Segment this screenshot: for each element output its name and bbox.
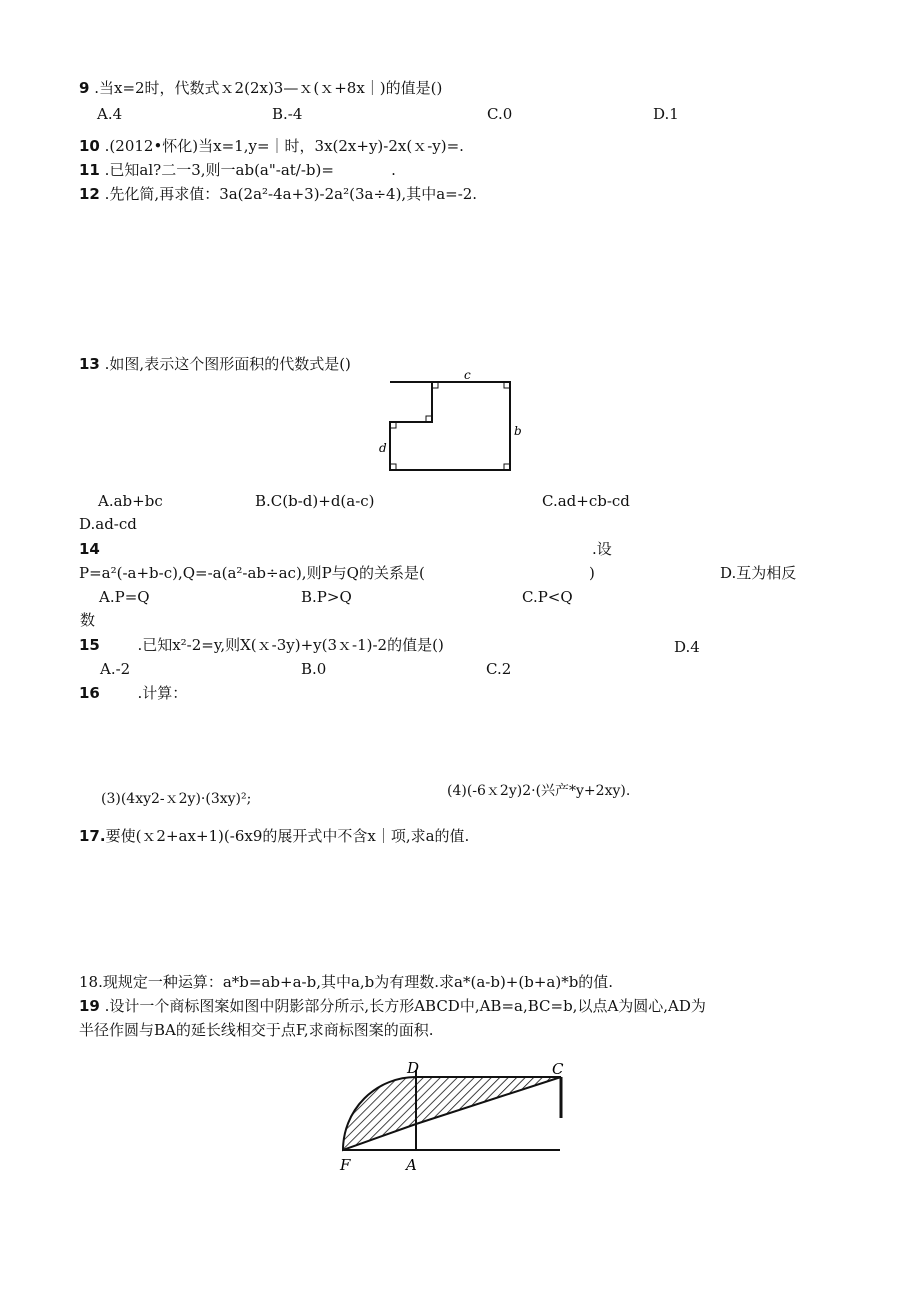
question-text: P=a²(-a+b-c),Q=-a(a²-ab÷ac),则P与Q的关系是( xyxy=(79,564,425,582)
option-a: A.P=Q xyxy=(99,588,150,606)
label-f: F xyxy=(340,1156,351,1174)
question-text: .先化简,再求值：3a(2a²-4a+3)-2a²(3a÷4),其中a=-2. xyxy=(104,185,478,203)
label-b: b xyxy=(514,424,522,438)
option-b: B.0 xyxy=(301,660,327,678)
option-d: D.1 xyxy=(653,105,679,123)
question-11 xyxy=(79,160,396,180)
question-number: 16 xyxy=(79,684,100,702)
paren-close: ) xyxy=(589,564,595,582)
question-10 xyxy=(79,136,464,156)
figure-outline xyxy=(390,382,510,470)
question-16 xyxy=(79,683,187,703)
question-number: 11 xyxy=(79,161,100,179)
label-d: d xyxy=(379,441,387,455)
option-d: D.互为相反 xyxy=(720,564,797,582)
option-c: C.0 xyxy=(487,105,513,123)
question-number: 13 xyxy=(79,355,100,373)
option-c: C.ad+cb-cd xyxy=(542,492,630,510)
option-b: B.-4 xyxy=(272,105,303,123)
part-3: (3)(4xy2-ｘ2y)·(3xy)²; xyxy=(101,791,252,807)
question-number: 14 xyxy=(79,540,100,558)
option-b: B.C(b-d)+d(a-c) xyxy=(255,492,375,510)
option-a: A.4 xyxy=(97,105,123,123)
question-text: .已知x²-2=y,则X(ｘ-3y)+y(3ｘ-1)-2的值是() xyxy=(137,636,444,654)
question-text: .计算： xyxy=(137,684,188,702)
question-number: 12 xyxy=(79,185,100,203)
question-number: 19 xyxy=(79,997,100,1015)
right-angle-marks xyxy=(390,382,510,470)
shaded-region xyxy=(343,1077,561,1150)
question-number: 17. xyxy=(79,827,106,845)
question-13 xyxy=(79,354,351,374)
label-c: c xyxy=(464,368,471,382)
option-b: B.P>Q xyxy=(301,588,352,606)
option-c: C.2 xyxy=(486,660,512,678)
question-text: .设计一个商标图案如图中阴影部分所示,长方形ABCD中,AB=a,BC=b,以点A为圆心,AD为 xyxy=(104,997,706,1015)
question-text: .已知al?二一3,则一ab(a"-at/-b)= . xyxy=(104,161,396,179)
figure-logo xyxy=(330,1060,580,1180)
question-text: .如图,表示这个图形面积的代数式是() xyxy=(104,355,351,373)
option-a: A.ab+bc xyxy=(98,492,163,510)
question-19-line2: 半径作圆与BA的延长线相交于点F,求商标图案的面积. xyxy=(79,1021,434,1039)
option-d: D.4 xyxy=(674,638,700,656)
question-number: 10 xyxy=(79,137,100,155)
question-17 xyxy=(79,826,469,846)
option-c: C.P<Q xyxy=(522,588,573,606)
question-19 xyxy=(79,996,706,1016)
question-18: 18.现规定一种运算：a*b=ab+a-b,其中a,b为有理数.求a*(a-b)+(b+a)*b的值. xyxy=(79,973,614,991)
question-tail: .设 xyxy=(592,540,612,558)
question-number: 9 xyxy=(79,79,90,97)
question-text: 要使(ｘ2+ax+1)(-6x9的展开式中不含x｜项,求a的值. xyxy=(105,827,470,845)
figure-polygon xyxy=(370,368,530,480)
option-d: D.ad-cd xyxy=(79,515,137,533)
question-9 xyxy=(79,78,442,98)
label-a: A xyxy=(406,1156,417,1174)
label-c: C xyxy=(552,1060,564,1078)
question-text: .(2012•怀化)当x=1,y=｜时，3x(2x+y)-2x(ｘ-y)=. xyxy=(104,137,464,155)
part-4: (4)(-6ｘ2y)2·(兴产*y+2xy). xyxy=(447,783,631,799)
question-text: .当x=2时，代数式ｘ2(2x)3—ｘ(ｘ+8x｜)的值是() xyxy=(94,79,443,97)
question-number: 15 xyxy=(79,636,100,654)
option-a: A.-2 xyxy=(100,660,131,678)
question-12 xyxy=(79,184,477,204)
label-d: D xyxy=(407,1060,420,1077)
option-d-wrap: 数 xyxy=(80,611,96,629)
question-15 xyxy=(79,635,444,655)
